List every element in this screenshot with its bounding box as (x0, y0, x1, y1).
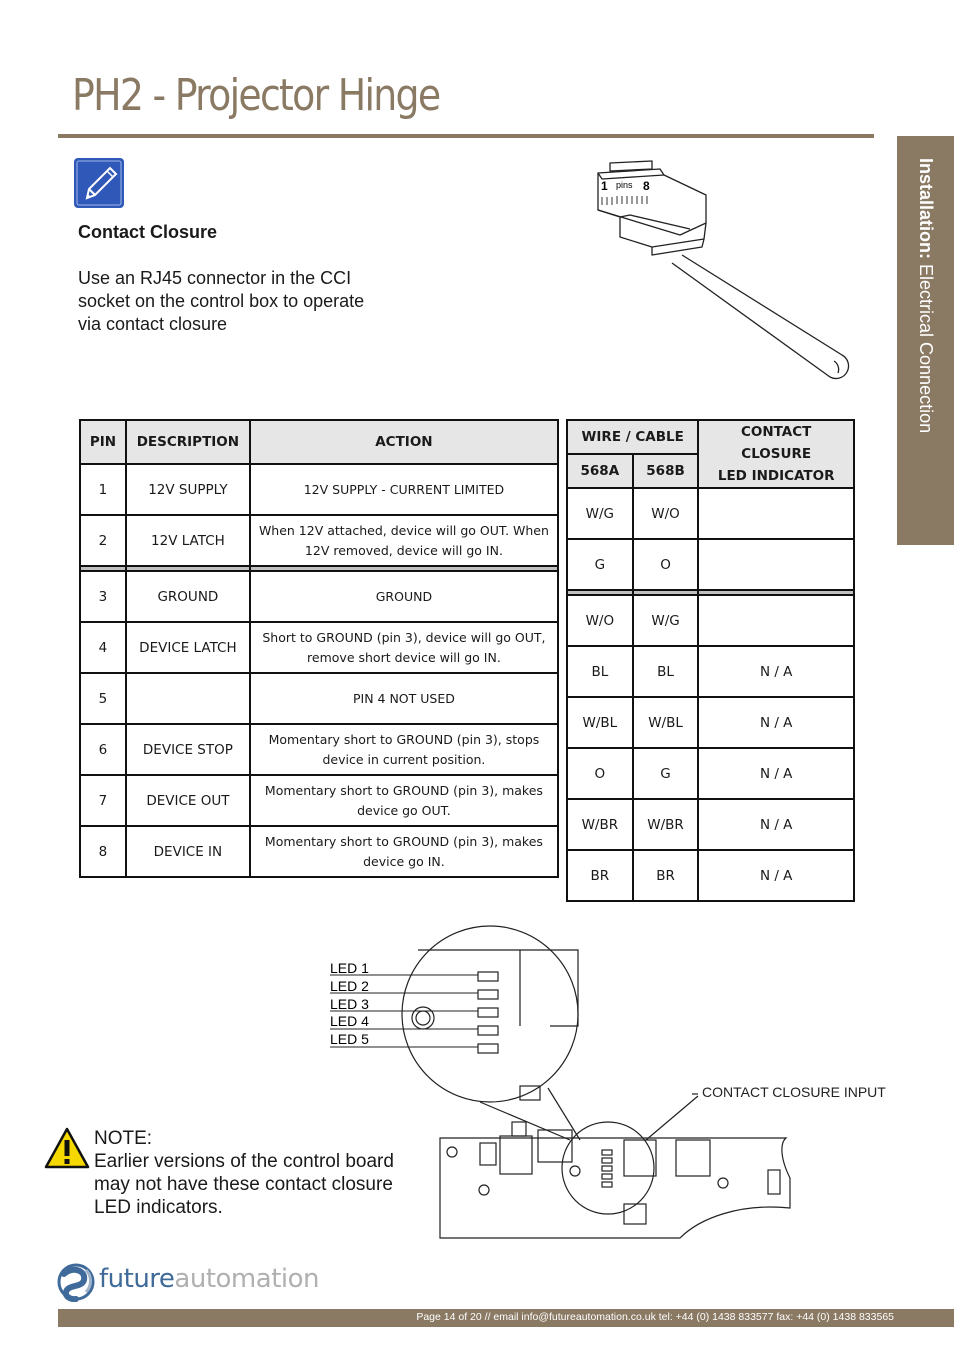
wire-568a-cell: W/BL (567, 697, 633, 748)
pencil-icon (74, 158, 124, 208)
table-row (567, 850, 854, 901)
wire-568a-cell: W/BR (567, 799, 633, 850)
pin-last-label: 8 (643, 179, 650, 193)
wire-568b-cell: BR (633, 850, 699, 901)
wire-568a-cell: BL (567, 646, 633, 697)
action-cell: Momentary short to GROUND (pin 3), makes device go IN. (250, 826, 558, 877)
description-cell: 12V LATCH (126, 515, 250, 566)
pin-cell: 7 (80, 775, 126, 826)
side-tab-bold: Installation: (916, 158, 936, 260)
led-label-4: LED 4 (330, 1013, 369, 1029)
pin-cell: 1 (80, 464, 126, 515)
header-cc-line1: CONTACT CLOSURE (740, 424, 812, 462)
led-label-1: LED 1 (330, 960, 369, 976)
header-description: DESCRIPTION (126, 420, 250, 464)
description-cell (126, 673, 250, 724)
side-tab-text (915, 158, 936, 433)
section-heading: Contact Closure (78, 222, 218, 242)
wire-568b-cell: W/BR (633, 799, 699, 850)
note-body: Earlier versions of the control board may not have these contact closure LED indicators. (94, 1151, 394, 1218)
pins-label: pins (616, 180, 633, 190)
description-cell: 12V SUPPLY (126, 464, 250, 515)
action-cell: Momentary short to GROUND (pin 3), makes device go OUT. (250, 775, 558, 826)
pin-table (79, 419, 559, 878)
action-cell: GROUND (250, 571, 558, 622)
wire-568b-cell: W/G (633, 595, 699, 646)
table-header-row (567, 420, 854, 454)
side-tab-rest: Electrical Connection (916, 259, 936, 434)
logo-part-automation: automation (174, 1264, 319, 1294)
action-cell: Short to GROUND (pin 3), device will go OUT, remove short device will go IN. (250, 622, 558, 673)
note-text (94, 1127, 414, 1219)
action-cell: 12V SUPPLY - CURRENT LIMITED (250, 464, 558, 515)
action-cell: When 12V attached, device will go OUT. When 12V removed, device will go IN. (250, 515, 558, 566)
action-cell: PIN 4 NOT USED (250, 673, 558, 724)
wire-568a-cell: BR (567, 850, 633, 901)
rj45-connector-illustration (590, 155, 860, 395)
table-row (567, 595, 854, 646)
brand-logo-text (99, 1264, 319, 1294)
pin-first-label: 1 (601, 179, 608, 193)
table-row (567, 748, 854, 799)
header-action: ACTION (250, 420, 558, 464)
pin-cell: 4 (80, 622, 126, 673)
future-automation-logo-icon (56, 1262, 96, 1302)
header-568a: 568A (567, 454, 633, 488)
description-cell: DEVICE OUT (126, 775, 250, 826)
table-row (80, 571, 558, 622)
section-side-tab (897, 136, 954, 545)
pin-cell: 5 (80, 673, 126, 724)
table-row (80, 515, 558, 566)
led-indicator-cell: N / A (698, 697, 854, 748)
wire-568b-cell: G (633, 748, 699, 799)
page-footer (58, 1309, 954, 1327)
led-indicator-cell (698, 539, 854, 590)
title-rule (58, 134, 874, 138)
description-cell: DEVICE LATCH (126, 622, 250, 673)
table-row (80, 724, 558, 775)
warning-icon (43, 1126, 91, 1170)
header-wire-cable: WIRE / CABLE (567, 420, 698, 454)
table-row (567, 697, 854, 748)
description-cell: DEVICE IN (126, 826, 250, 877)
table-row (567, 799, 854, 850)
led-indicator-cell: N / A (698, 748, 854, 799)
led-indicator-cell: N / A (698, 799, 854, 850)
led-indicator-cell (698, 488, 854, 539)
header-568b: 568B (633, 454, 699, 488)
wire-568a-cell: W/G (567, 488, 633, 539)
contact-closure-input-label: CONTACT CLOSURE INPUT (702, 1084, 886, 1100)
logo-part-future: future (99, 1264, 175, 1294)
header-pin: PIN (80, 420, 126, 464)
wire-568a-cell: O (567, 748, 633, 799)
led-label-5: LED 5 (330, 1031, 369, 1047)
table-row (80, 673, 558, 724)
section-body: Use an RJ45 connector in the CCI socket on the control box to operate via contact closure (78, 268, 365, 334)
description-cell: DEVICE STOP (126, 724, 250, 775)
table-row (567, 488, 854, 539)
description-cell: GROUND (126, 571, 250, 622)
wire-568a-cell: W/O (567, 595, 633, 646)
pin-cell: 8 (80, 826, 126, 877)
header-cc-line2: LED INDICATOR (717, 468, 835, 484)
header-contact-closure (698, 420, 854, 488)
wire-568a-cell: G (567, 539, 633, 590)
table-row (80, 826, 558, 877)
led-label-3: LED 3 (330, 996, 369, 1012)
action-cell: Momentary short to GROUND (pin 3), stops device in current position. (250, 724, 558, 775)
wire-568b-cell: W/BL (633, 697, 699, 748)
wire-568b-cell: W/O (633, 488, 699, 539)
table-row (567, 539, 854, 590)
page-title: PH2 - Projector Hinge (72, 70, 440, 121)
wire-table (566, 419, 855, 902)
footer-text: Page 14 of 20 // email info@futureautomation.co.uk tel: +44 (0) 1438 833577 fax: +44 (0) 1438 833565 (416, 1311, 894, 1323)
table-row (80, 464, 558, 515)
table-row (80, 775, 558, 826)
led-indicator-cell: N / A (698, 646, 854, 697)
table-row (567, 646, 854, 697)
wire-568b-cell: BL (633, 646, 699, 697)
table-header-row (80, 420, 558, 464)
led-indicator-cell (698, 595, 854, 646)
led-indicator-cell: N / A (698, 850, 854, 901)
pin-cell: 2 (80, 515, 126, 566)
wire-568b-cell: O (633, 539, 699, 590)
table-row (80, 622, 558, 673)
note-heading: NOTE: (94, 1128, 153, 1149)
pin-cell: 3 (80, 571, 126, 622)
pin-cell: 6 (80, 724, 126, 775)
led-label-2: LED 2 (330, 978, 369, 994)
